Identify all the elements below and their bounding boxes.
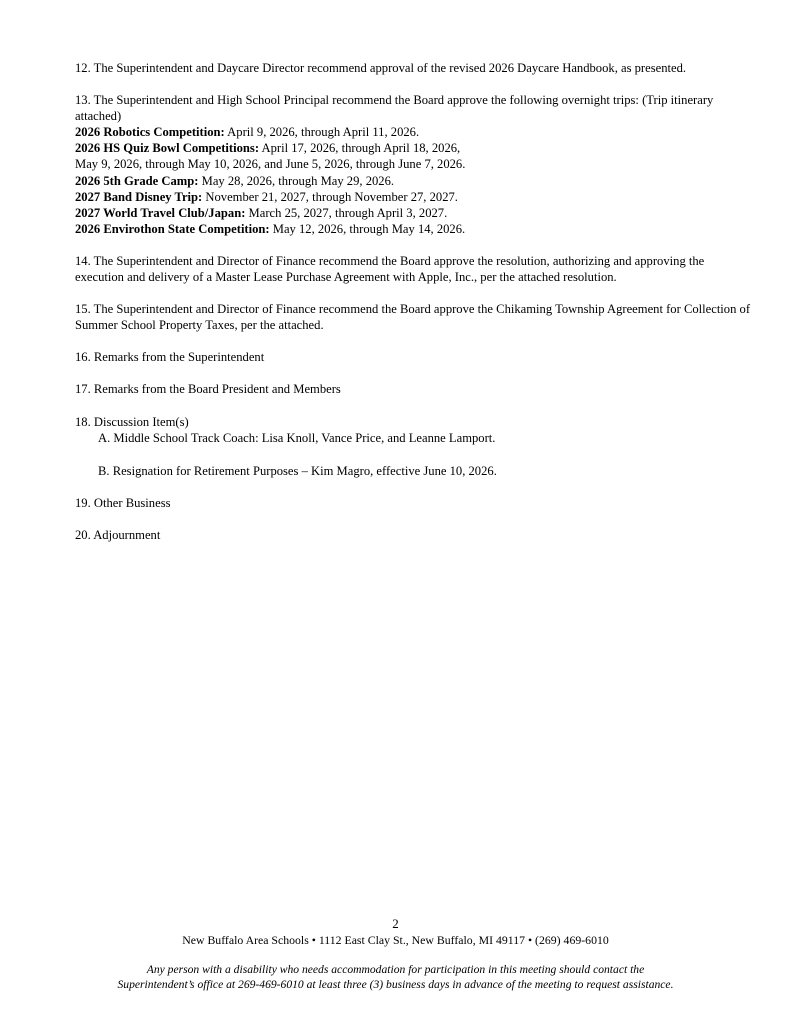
- page-number: 2: [392, 916, 399, 931]
- agenda-item-20: 20. Adjournment: [75, 527, 161, 542]
- trip-dates: April 9, 2026, through April 11, 2026.: [224, 125, 420, 140]
- trip-band-disney: [75, 189, 755, 205]
- trip-robotics: [75, 124, 755, 140]
- trip-name: 2026 5th Grade Camp:: [75, 173, 199, 188]
- trip-name: 2026 HS Quiz Bowl Competitions:: [75, 141, 260, 156]
- trip-world-travel-japan: [75, 205, 755, 221]
- agenda-item-13: [75, 92, 755, 237]
- accessibility-notice: [0, 962, 791, 992]
- trip-name: 2026 Robotics Competition:: [75, 125, 225, 140]
- agenda-item-17: 17. Remarks from the Board President and Members: [75, 382, 341, 397]
- agenda-item-18: [75, 414, 755, 479]
- agenda-content: [75, 60, 755, 559]
- trip-envirothon: [75, 221, 755, 237]
- agenda-item-13-intro: 13. The Superintendent and High School Principal recommend the Board approve the following overnight trips: (Trip itinerary attached): [75, 93, 714, 124]
- trip-name: 2027 Band Disney Trip:: [75, 189, 203, 204]
- trip-dates: November 21, 2027, through November 27, 2027.: [202, 189, 458, 204]
- trip-name: 2026 Envirothon State Competition:: [75, 221, 270, 236]
- agenda-item-12: 12. The Superintendent and Daycare Director recommend approval of the revised 2026 Daycare Handbook, as presented.: [75, 61, 687, 75]
- notice-line-2: Superintendent’s office at 269-469-6010 at least three (3) business days in advance of the meeting to request assistance.: [117, 978, 674, 991]
- footer-address: New Buffalo Area Schools • 1112 East Clay St., New Buffalo, MI 49117 • (269) 469-6010: [182, 933, 609, 947]
- notice-line-1: Any person with a disability who needs accommodation for participation in this meeting should contact the: [146, 963, 645, 976]
- agenda-item-15: 15. The Superintendent and Director of Finance recommend the Board approve the Chikaming Township Agreement for Collection of Summer School Property Taxes, per the attached.: [75, 302, 751, 333]
- agenda-item-18-title: 18. Discussion Item(s): [75, 414, 189, 429]
- trip-name: 2027 World Travel Club/Japan:: [75, 205, 246, 220]
- trip-5th-grade-camp: [75, 173, 755, 189]
- trip-quiz-bowl-dates-cont: May 9, 2026, through May 10, 2026, and June 5, 2026, through June 7, 2026.: [75, 157, 466, 172]
- agenda-item-19: 19. Other Business: [75, 495, 171, 510]
- agenda-item-14: 14. The Superintendent and Director of Finance recommend the Board approve the resolution, authorizing and approving the execution and delivery of a Master Lease Purchase Agreement with Apple, Inc., per the attached resolution.: [75, 253, 705, 285]
- discussion-item-b: B. Resignation for Retirement Purposes – Kim Magro, effective June 10, 2026.: [98, 463, 497, 478]
- trip-dates: April 17, 2026, through April 18, 2026,: [259, 141, 461, 156]
- trip-dates: May 28, 2026, through May 29, 2026.: [198, 173, 395, 188]
- discussion-item-a: A. Middle School Track Coach: Lisa Knoll, Vance Price, and Leanne Lamport.: [98, 430, 496, 445]
- agenda-item-16: 16. Remarks from the Superintendent: [75, 350, 265, 365]
- trip-quiz-bowl: [75, 140, 755, 156]
- trip-dates: May 12, 2026, through May 14, 2026.: [269, 221, 466, 236]
- trip-dates: March 25, 2027, through April 3, 2027.: [245, 205, 448, 220]
